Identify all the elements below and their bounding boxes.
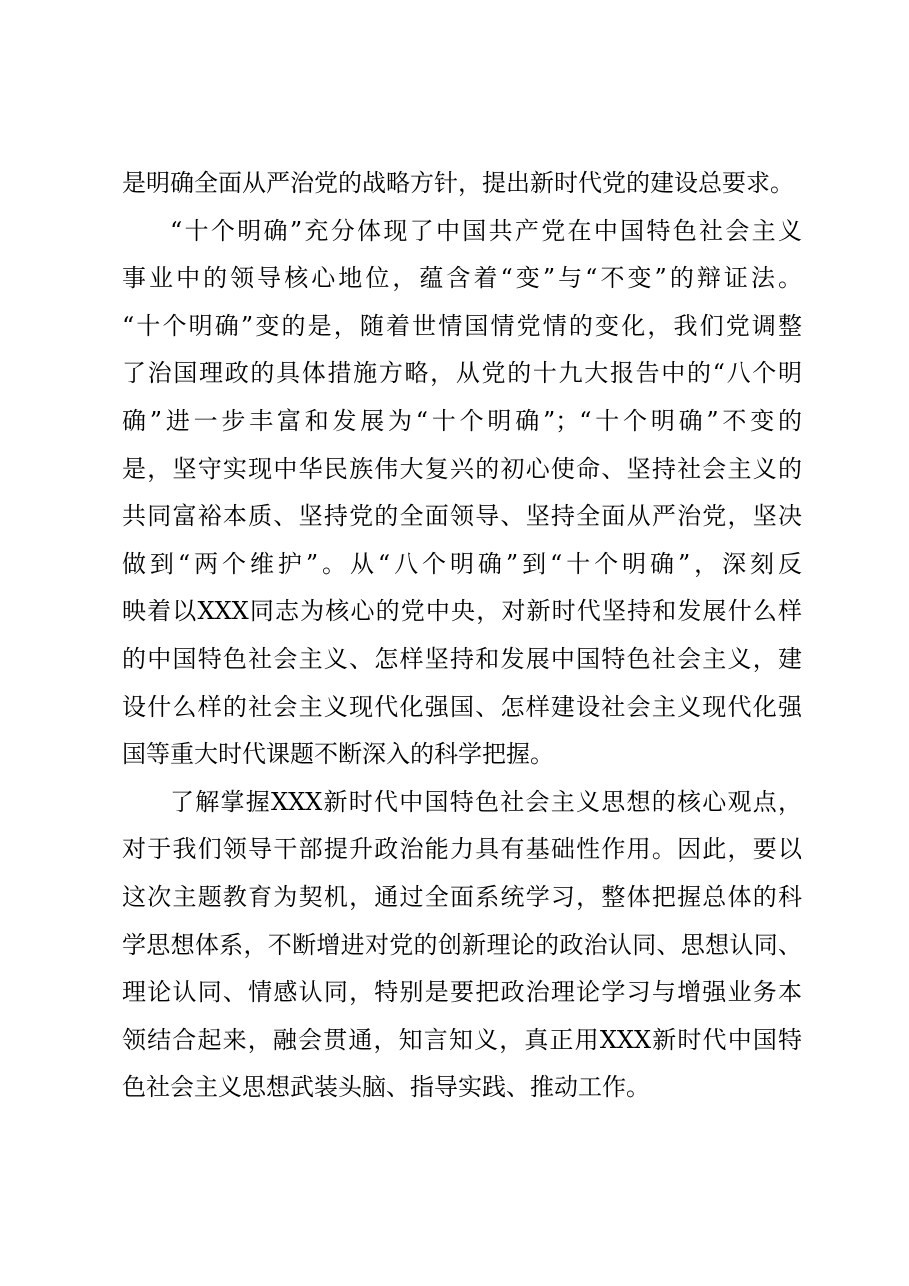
text-line: 是明确全面从严治党的战略方针，提出新时代党的建设总要求。 — [122, 169, 794, 197]
text-line: 确”进一步丰富和发展为“十个明确”；“十个明确”不变的 — [122, 406, 802, 435]
text-line: 映着以XXX同志为核心的党中央，对新时代坚持和发展什么样 — [122, 597, 802, 626]
body-text — [122, 160, 802, 1112]
text-line: 设什么样的社会主义现代化强国、怎样建设社会主义现代化强 — [122, 692, 802, 721]
text-line: “十个明确”变的是，随着世情国情党情的变化，我们党调整 — [122, 311, 802, 340]
text-line: 事业中的领导核心地位，蕴含着“变”与“不变”的辩证法。 — [122, 264, 802, 293]
text-line: 色社会主义思想武装头脑、指导实践、推动工作。 — [122, 1073, 650, 1102]
text-line: 这次主题教育为契机，通过全面系统学习，整体把握总体的科 — [122, 882, 802, 911]
text-line: 对于我们领导干部提升政治能力具有基础性作用。因此，要以 — [122, 835, 802, 864]
text-line: 了解掌握XXX新时代中国特色社会主义思想的核心观点， — [170, 787, 802, 816]
text-line: 理论认同、情感认同，特别是要把政治理论学习与增强业务本 — [122, 978, 802, 1007]
text-line: 学思想体系，不断增进对党的创新理论的政治认同、思想认同、 — [122, 930, 802, 959]
text-line: 了治国理政的具体措施方略，从党的十九大报告中的“八个明 — [122, 359, 802, 388]
text-line: 国等重大时代课题不断深入的科学把握。 — [122, 740, 554, 769]
text-line: 做到“两个维护”。从“八个明确”到“十个明确”，深刻反 — [122, 549, 802, 578]
text-line: 共同富裕本质、坚持党的全面领导、坚持全面从严治党，坚决 — [122, 502, 802, 531]
text-line: 的中国特色社会主义、怎样坚持和发展中国特色社会主义，建 — [122, 644, 802, 673]
text-line: “十个明确”充分体现了中国共产党在中国特色社会主义 — [170, 216, 802, 245]
text-line: 领结合起来，融会贯通，知言知义，真正用XXX新时代中国特 — [122, 1025, 802, 1054]
text-line: 是，坚守实现中华民族伟大复兴的初心使命、坚持社会主义的 — [122, 454, 802, 483]
